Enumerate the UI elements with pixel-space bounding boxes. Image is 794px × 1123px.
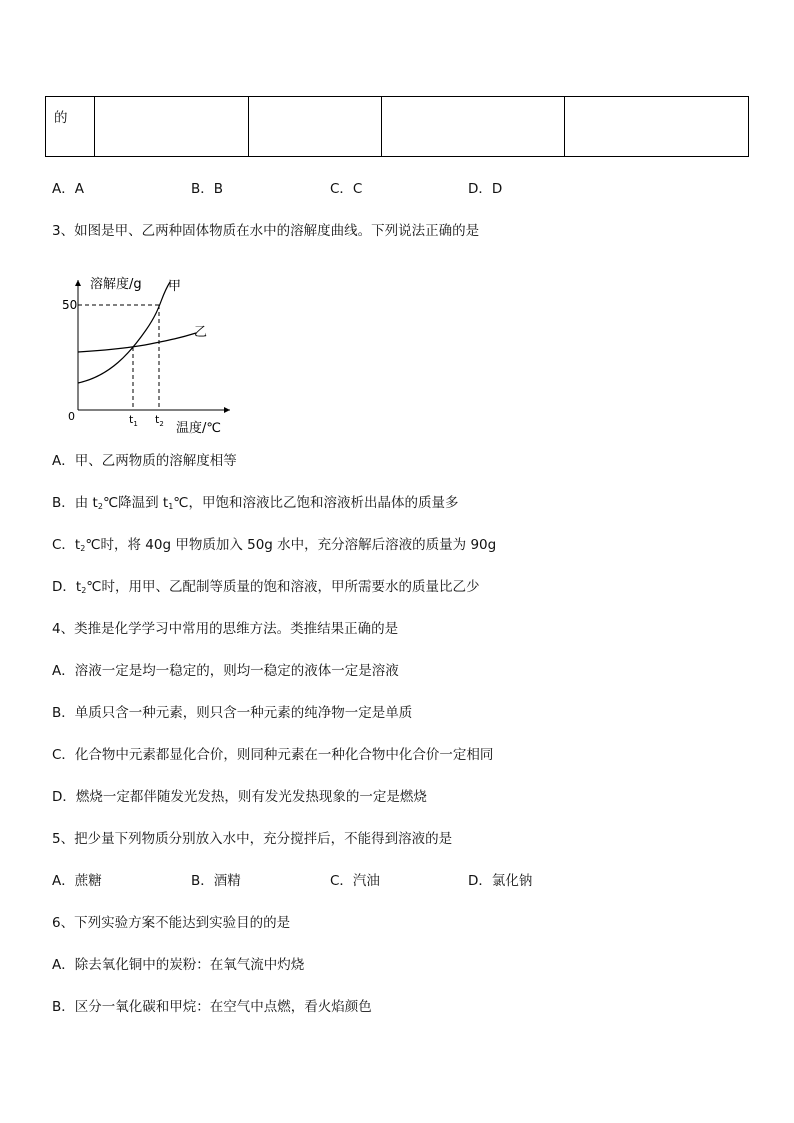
q6-stem: 6、下列实验方案不能达到实验目的的是 bbox=[52, 915, 291, 931]
q2-option-b: B．B bbox=[191, 181, 224, 197]
q2-option-a: A．A bbox=[52, 181, 84, 197]
solubility-chart bbox=[60, 268, 250, 438]
table-cell bbox=[95, 97, 249, 157]
q5-option-d: D．氯化钠 bbox=[468, 873, 533, 889]
q4-option-c: C．化合物中元素都显化合价，则同种元素在一种化合物中化合价一定相同 bbox=[52, 747, 494, 763]
q4-stem: 4、类推是化学学习中常用的思维方法。类推结果正确的是 bbox=[52, 621, 399, 637]
x-tick-t2: $t_2$ bbox=[155, 413, 164, 428]
q4-option-a: A．溶液一定是均一稳定的，则均一稳定的液体一定是溶液 bbox=[52, 663, 399, 679]
x-axis-label: 温度/℃ bbox=[176, 421, 221, 436]
q5-stem: 5、把少量下列物质分别放入水中，充分搅拌后，不能得到溶液的是 bbox=[52, 831, 453, 847]
q6-option-a: A．除去氧化铜中的炭粉：在氧气流中灼烧 bbox=[52, 957, 305, 973]
curve-jia bbox=[78, 282, 170, 383]
series-label-jia: 甲 bbox=[168, 279, 182, 294]
table-row bbox=[46, 97, 749, 157]
y-tick-50: 50 bbox=[62, 298, 78, 312]
q5-option-b: B．酒精 bbox=[191, 873, 241, 889]
q5-option-c: C．汽油 bbox=[330, 873, 380, 889]
answer-table-fragment bbox=[45, 96, 749, 157]
origin-label: 0 bbox=[68, 410, 75, 423]
table-cell bbox=[249, 97, 382, 157]
table-cell bbox=[382, 97, 565, 157]
q4-option-d: D．燃烧一定都伴随发光发热，则有发光发热现象的一定是燃烧 bbox=[52, 789, 427, 805]
q3-option-a: A．甲、乙两物质的溶解度相等 bbox=[52, 453, 237, 469]
q3-option-d: D．$t_2℃$时，用甲、乙配制等质量的饱和溶液，甲所需要水的质量比乙少 bbox=[52, 579, 480, 595]
q4-option-b: B．单质只含一种元素，则只含一种元素的纯净物一定是单质 bbox=[52, 705, 413, 721]
table-cell bbox=[565, 97, 749, 157]
series-label-yi: 乙 bbox=[194, 325, 208, 340]
q5-option-a: A．蔗糖 bbox=[52, 873, 102, 889]
q2-option-c: C．C bbox=[330, 181, 363, 197]
x-tick-t1: $t_1$ bbox=[129, 413, 138, 428]
y-axis-label: 溶解度/g bbox=[90, 277, 142, 292]
q6-option-b: B．区分一氧化碳和甲烷：在空气中点燃，看火焰颜色 bbox=[52, 999, 372, 1015]
table-cell-first: 的 bbox=[46, 97, 95, 157]
q3-stem: 3、如图是甲、乙两种固体物质在水中的溶解度曲线。下列说法正确的是 bbox=[52, 223, 480, 239]
q2-option-d: D．D bbox=[468, 181, 503, 197]
q3-option-b: B．由 $t_2℃$降温到 $t_1℃$，甲饱和溶液比乙饱和溶液析出晶体的质量多 bbox=[52, 495, 459, 511]
q3-option-c: C．$t_2℃$时，将 40g 甲物质加入 50g 水中，充分溶解后溶液的质量为 90g bbox=[52, 537, 497, 553]
